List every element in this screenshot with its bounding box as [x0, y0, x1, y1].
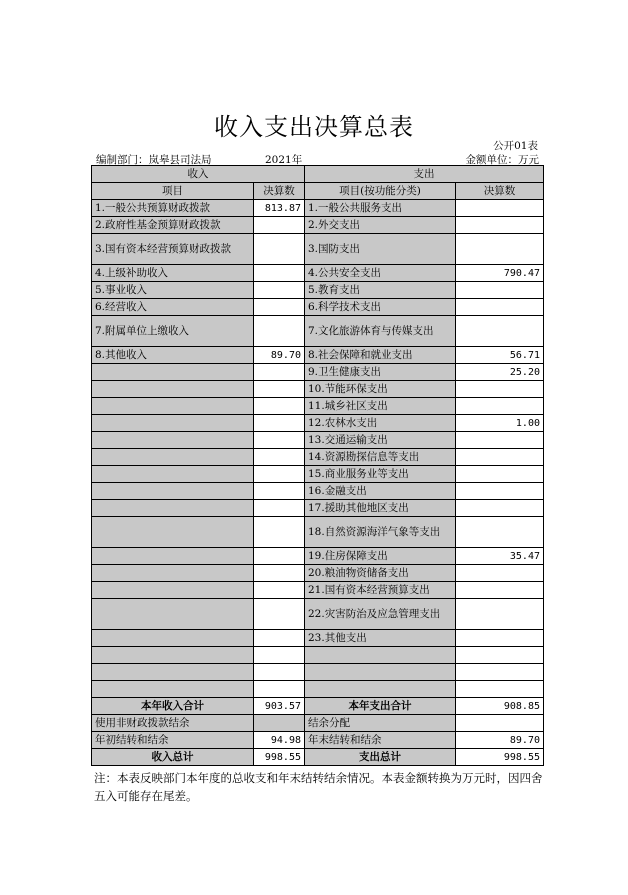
expense-total-value: 998.55	[456, 749, 544, 766]
expense-amount-cell: 25.20	[456, 364, 544, 381]
table-row	[92, 565, 544, 582]
section-header-row	[92, 166, 544, 183]
expense-amount-cell	[456, 681, 544, 698]
expense-amount-cell	[456, 500, 544, 517]
expense-item-cell: 5.教育支出	[305, 282, 456, 299]
end-balance-label: 年末结转和结余	[305, 732, 456, 749]
expense-amount-cell	[456, 381, 544, 398]
expense-amount-cell	[456, 299, 544, 316]
expense-item-cell: 18.自然资源海洋气象等支出	[305, 517, 456, 548]
totals-body	[92, 698, 544, 766]
expense-amount-cell	[456, 565, 544, 582]
balance-use-row	[92, 715, 544, 732]
table-row	[92, 217, 544, 234]
expense-item-cell: 10.节能环保支出	[305, 381, 456, 398]
table-row	[92, 415, 544, 432]
footnote: 注：本表反映部门本年度的总收支和年末结转结余情况。本表金额转换为万元时，因四舍五入可能存在尾差。	[94, 771, 543, 803]
expense-amount-cell	[456, 483, 544, 500]
expense-item-cell: 4.公共安全支出	[305, 265, 456, 282]
income-amount-header: 决算数	[254, 183, 305, 200]
expense-item-cell: 21.国有资本经营预算支出	[305, 582, 456, 599]
income-amount-cell	[254, 500, 305, 517]
income-amount-cell	[254, 415, 305, 432]
grand-total-row	[92, 749, 544, 766]
income-item-cell: 5.事业收入	[92, 282, 254, 299]
income-item-cell	[92, 664, 254, 681]
expense-item-cell: 11.城乡社区支出	[305, 398, 456, 415]
income-item-cell	[92, 582, 254, 599]
expense-item-cell	[305, 647, 456, 664]
income-amount-cell	[254, 630, 305, 647]
expense-amount-cell	[456, 217, 544, 234]
income-item-cell	[92, 500, 254, 517]
expense-item-cell: 13.交通运输支出	[305, 432, 456, 449]
income-amount-cell	[254, 466, 305, 483]
table-body	[92, 200, 544, 698]
expense-amount-cell	[456, 517, 544, 548]
table-row	[92, 282, 544, 299]
expense-item-cell: 17.援助其他地区支出	[305, 500, 456, 517]
income-item-cell	[92, 381, 254, 398]
income-item-cell	[92, 565, 254, 582]
budget-table	[91, 165, 544, 766]
income-amount-cell	[254, 681, 305, 698]
expense-total-label: 支出总计	[305, 749, 456, 766]
income-amount-cell	[254, 364, 305, 381]
income-amount-cell	[254, 265, 305, 282]
page-title: 收入支出决算总表	[214, 113, 414, 141]
income-item-cell	[92, 630, 254, 647]
expense-item-cell	[305, 664, 456, 681]
table-row	[92, 647, 544, 664]
income-item-cell	[92, 517, 254, 548]
income-item-cell: 8.其他收入	[92, 347, 254, 364]
income-item-header: 项目	[92, 183, 254, 200]
table-row	[92, 466, 544, 483]
table-row	[92, 681, 544, 698]
expense-item-cell: 9.卫生健康支出	[305, 364, 456, 381]
income-item-cell	[92, 449, 254, 466]
end-balance-value: 89.70	[456, 732, 544, 749]
table-row	[92, 664, 544, 681]
income-amount-cell	[254, 664, 305, 681]
income-amount-cell: 813.87	[254, 200, 305, 217]
balance-alloc-label: 结余分配	[305, 715, 456, 732]
expense-amount-cell	[456, 432, 544, 449]
carryover-row	[92, 732, 544, 749]
expense-amount-cell	[456, 466, 544, 483]
income-amount-cell	[254, 432, 305, 449]
expense-item-cell: 15.商业服务业等支出	[305, 466, 456, 483]
column-header-row	[92, 183, 544, 200]
income-amount-cell	[254, 565, 305, 582]
expense-amount-cell	[456, 664, 544, 681]
expense-item-cell: 23.其他支出	[305, 630, 456, 647]
expense-amount-cell	[456, 282, 544, 299]
income-item-cell: 2.政府性基金预算财政拨款	[92, 217, 254, 234]
table-row	[92, 500, 544, 517]
expense-item-cell: 7.文化旅游体育与传媒支出	[305, 316, 456, 347]
form-number: 公开01表	[493, 140, 538, 152]
table-row	[92, 265, 544, 282]
income-item-cell: 4.上级补助收入	[92, 265, 254, 282]
table-row	[92, 630, 544, 647]
year-income-value: 903.57	[254, 698, 305, 715]
income-item-cell: 3.国有资本经营预算财政拨款	[92, 234, 254, 265]
table-row	[92, 432, 544, 449]
income-item-cell: 7.附属单位上缴收入	[92, 316, 254, 347]
expense-item-cell: 20.粮油物资储备支出	[305, 565, 456, 582]
expense-item-cell: 14.资源勘探信息等支出	[305, 449, 456, 466]
expense-item-cell	[305, 681, 456, 698]
year-label: 2021年	[265, 154, 303, 166]
income-total-label: 收入总计	[92, 749, 254, 766]
expense-amount-cell	[456, 449, 544, 466]
expense-item-cell: 8.社会保障和就业支出	[305, 347, 456, 364]
income-item-cell	[92, 483, 254, 500]
table-row	[92, 200, 544, 217]
expense-amount-cell: 790.47	[456, 265, 544, 282]
table-row	[92, 599, 544, 630]
income-amount-cell	[254, 517, 305, 548]
income-item-cell	[92, 415, 254, 432]
income-item-cell	[92, 647, 254, 664]
income-amount-cell	[254, 217, 305, 234]
income-amount-cell	[254, 548, 305, 565]
balance-alloc-value	[456, 715, 544, 732]
unused-balance-value	[254, 715, 305, 732]
expense-amount-cell	[456, 599, 544, 630]
table-row	[92, 347, 544, 364]
table-row	[92, 548, 544, 565]
income-header: 收入	[92, 166, 305, 183]
expense-item-cell: 2.外交支出	[305, 217, 456, 234]
expense-item-cell: 22.灾害防治及应急管理支出	[305, 599, 456, 630]
year-expense-label: 本年支出合计	[305, 698, 456, 715]
table-row	[92, 517, 544, 548]
income-amount-cell	[254, 449, 305, 466]
expense-amount-cell	[456, 200, 544, 217]
income-item-cell	[92, 398, 254, 415]
income-amount-cell	[254, 282, 305, 299]
expense-amount-cell: 35.47	[456, 548, 544, 565]
income-amount-cell	[254, 234, 305, 265]
department-label: 编制部门：岚皋县司法局	[96, 154, 212, 166]
income-total-value: 998.55	[254, 749, 305, 766]
table-row	[92, 299, 544, 316]
table-row	[92, 483, 544, 500]
begin-balance-value: 94.98	[254, 732, 305, 749]
table-row	[92, 316, 544, 347]
expense-amount-cell: 1.00	[456, 415, 544, 432]
income-item-cell	[92, 599, 254, 630]
income-item-cell	[92, 548, 254, 565]
begin-balance-label: 年初结转和结余	[92, 732, 254, 749]
income-item-cell	[92, 432, 254, 449]
income-item-cell: 1.一般公共预算财政拨款	[92, 200, 254, 217]
expense-amount-cell	[456, 630, 544, 647]
expense-item-header: 项目(按功能分类)	[305, 183, 456, 200]
income-item-cell	[92, 364, 254, 381]
table-row	[92, 449, 544, 466]
expense-amount-cell	[456, 234, 544, 265]
unused-balance-label: 使用非财政拨款结余	[92, 715, 254, 732]
table-row	[92, 234, 544, 265]
income-amount-cell	[254, 483, 305, 500]
expense-item-cell: 19.住房保障支出	[305, 548, 456, 565]
income-item-cell	[92, 681, 254, 698]
table-row	[92, 582, 544, 599]
year-income-label: 本年收入合计	[92, 698, 254, 715]
income-amount-cell	[254, 647, 305, 664]
expense-item-cell: 6.科学技术支出	[305, 299, 456, 316]
expense-item-cell: 16.金融支出	[305, 483, 456, 500]
income-amount-cell	[254, 599, 305, 630]
expense-item-cell: 1.一般公共服务支出	[305, 200, 456, 217]
expense-amount-cell: 56.71	[456, 347, 544, 364]
expense-amount-cell	[456, 647, 544, 664]
expense-amount-cell	[456, 398, 544, 415]
income-amount-cell	[254, 316, 305, 347]
year-expense-value: 908.85	[456, 698, 544, 715]
expense-amount-cell	[456, 582, 544, 599]
year-total-row	[92, 698, 544, 715]
income-item-cell	[92, 466, 254, 483]
income-item-cell: 6.经营收入	[92, 299, 254, 316]
income-amount-cell	[254, 381, 305, 398]
table-row	[92, 364, 544, 381]
expense-header: 支出	[305, 166, 544, 183]
income-amount-cell	[254, 299, 305, 316]
income-amount-cell	[254, 582, 305, 599]
table-row	[92, 381, 544, 398]
table-row	[92, 398, 544, 415]
expense-item-cell: 3.国防支出	[305, 234, 456, 265]
expense-amount-cell	[456, 316, 544, 347]
expense-amount-header: 决算数	[456, 183, 544, 200]
expense-item-cell: 12.农林水支出	[305, 415, 456, 432]
income-amount-cell: 89.70	[254, 347, 305, 364]
unit-label: 金额单位：万元	[465, 154, 539, 166]
income-amount-cell	[254, 398, 305, 415]
